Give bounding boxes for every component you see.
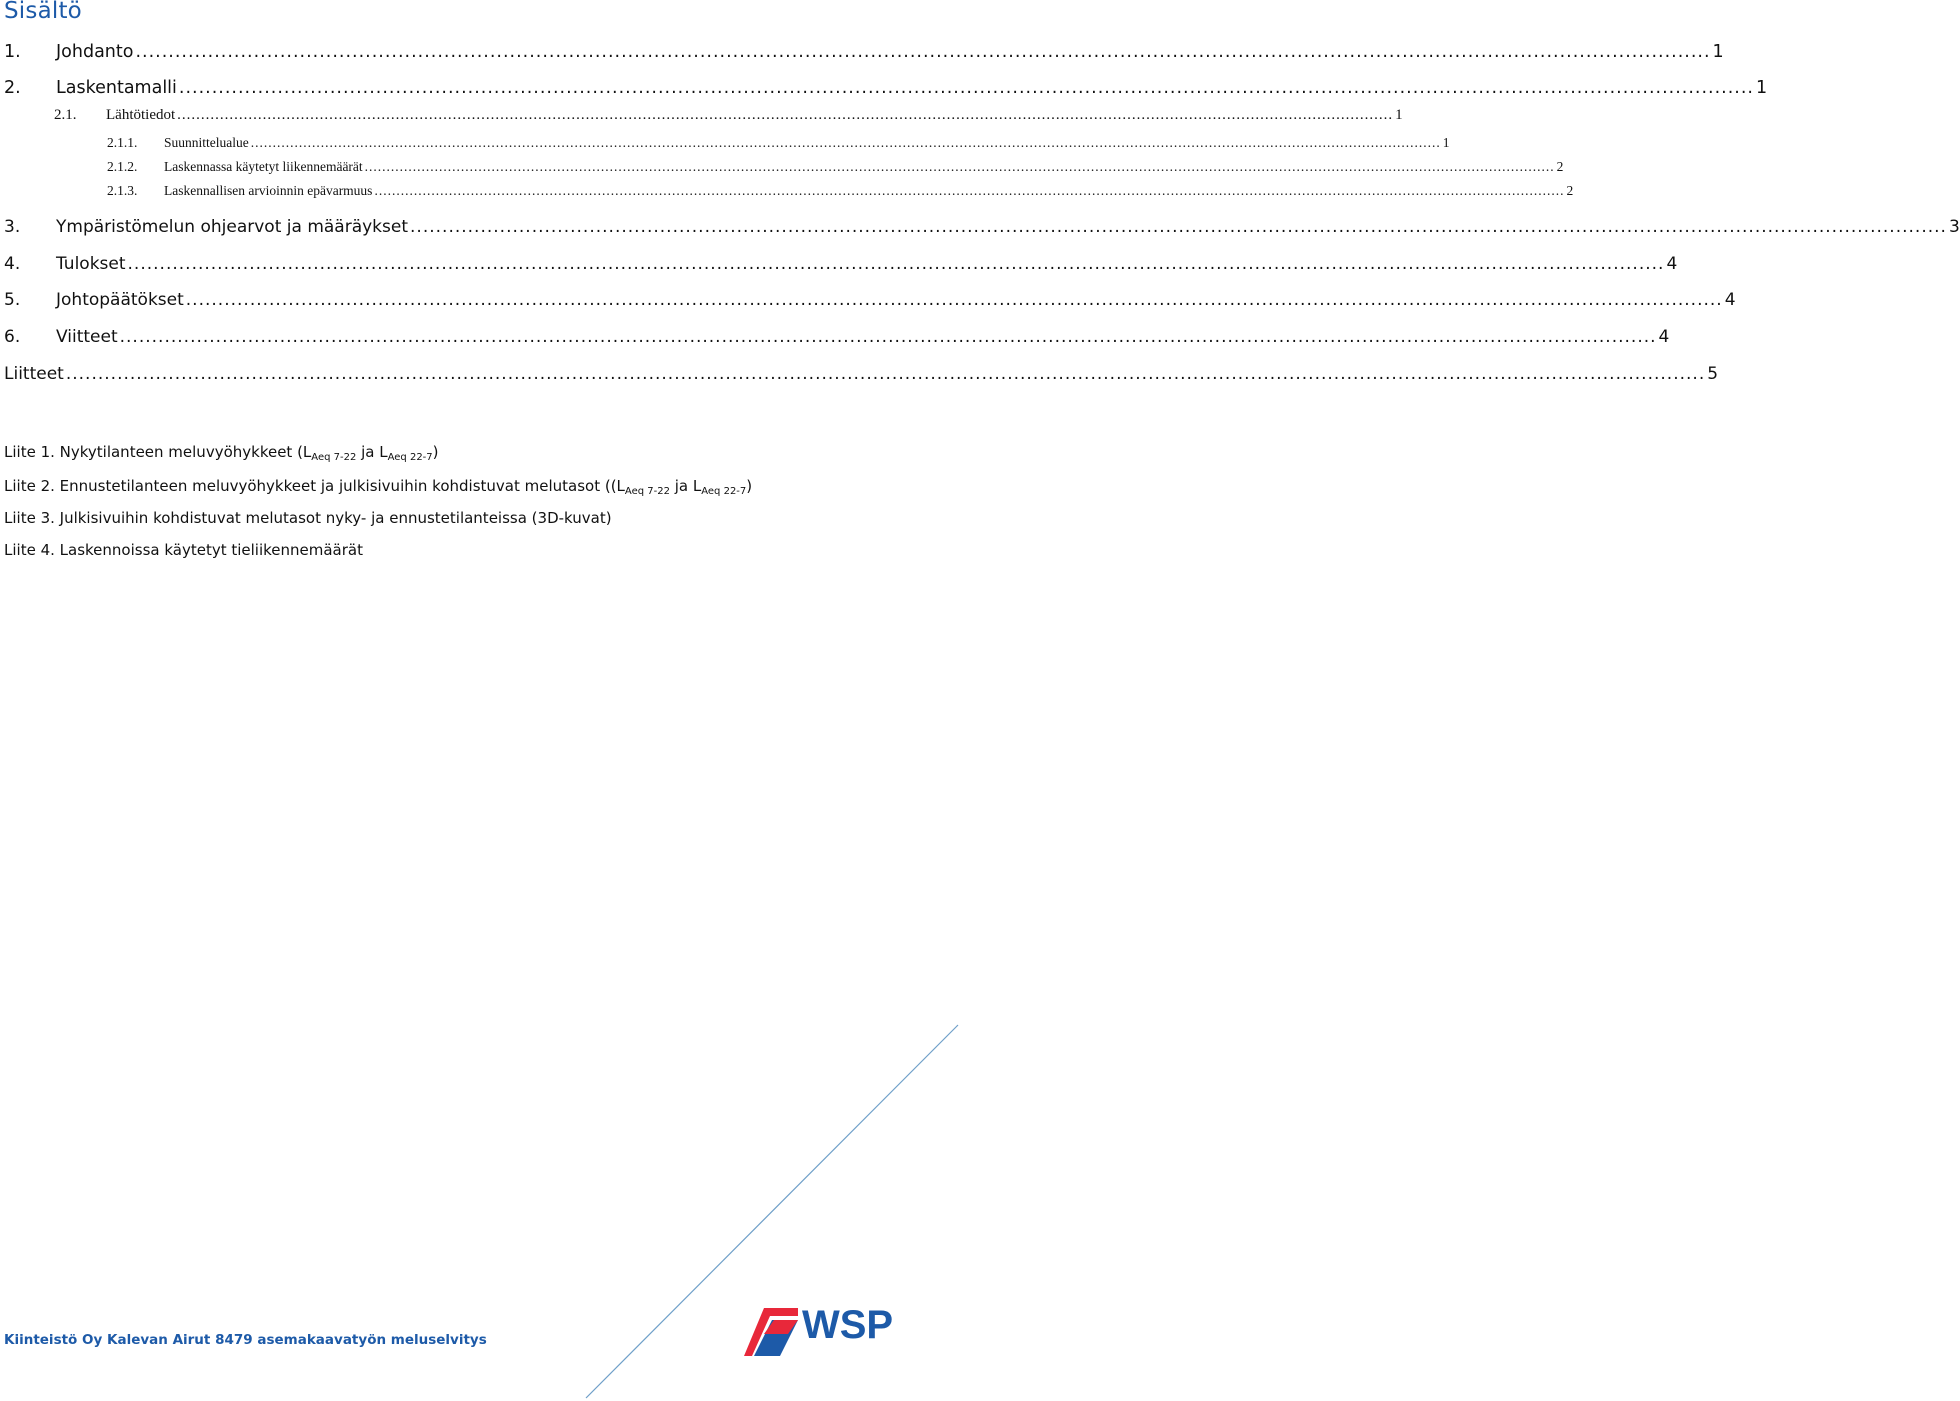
toc-leader: ................................................................................................................................................................................................................................................................................ [374, 183, 1565, 198]
toc-number: 4. [4, 254, 21, 274]
appendix-1-suffix: ) [432, 443, 439, 461]
subscript: Aeq 22-7 [387, 452, 433, 463]
appendix-1-mid: ja L [356, 443, 388, 461]
appendix-2-mid: ja L [669, 477, 702, 495]
toc-title: Tulokset [56, 254, 126, 274]
toc-number: 6. [4, 327, 21, 347]
toc-page-number: 5 [1707, 364, 1719, 384]
toc-leader: ................................................................................................................................................................................................................................................................................ [364, 159, 1555, 174]
toc-title: Laskennallisen arvioinnin epävarmuus [164, 183, 373, 198]
toc-leader: ................................................................................................................................................................................................................................................ [127, 254, 1665, 274]
toc-number: 1. [4, 42, 21, 62]
toc-leader: ................................................................................................................................................................................................................................................ [119, 327, 1657, 347]
appendix-4: Liite 4. Laskennoissa käytetyt tieliikennemäärät [4, 541, 363, 559]
toc-leader: ................................................................................................................................................................................................................................................ [185, 290, 1723, 310]
toc-leader: ................................................................................................................................................................................................................................................................ [65, 364, 1706, 384]
toc-page-number: 3 [1948, 217, 1960, 237]
toc-page-number: 1 [1395, 107, 1403, 123]
toc-title: Ympäristömelun ohjearvot ja määräykset [56, 217, 409, 237]
toc-number: 5. [4, 290, 21, 310]
toc-page-number: 1 [1712, 42, 1724, 62]
toc-page-number: 4 [1666, 254, 1678, 274]
toc-page-number: 4 [1658, 327, 1670, 347]
decorative-diagonal-line [0, 0, 960, 1401]
footer-project-title: Kiinteistö Oy Kalevan Airut 8479 asemakaavatyön meluselvitys [4, 1332, 487, 1348]
toc-number: 2.1.1. [107, 135, 138, 150]
toc-number: 2.1. [54, 107, 77, 123]
toc-leader: ................................................................................................................................................................................................................................................ [410, 217, 1947, 237]
subscript: Aeq 22-7 [701, 486, 747, 497]
toc-leader: ................................................................................................................................................................................................................................................ [135, 42, 1711, 62]
toc-page-number: 4 [1724, 290, 1736, 310]
toc-number: 2.1.2. [107, 159, 138, 174]
toc-leader: ................................................................................................................................................................................................................................................................................ [250, 135, 1441, 150]
appendix-3: Liite 3. Julkisivuihin kohdistuvat melutasot nyky- ja ennustetilanteissa (3D-kuvat) [4, 509, 612, 527]
toc-title: Viitteet [56, 327, 118, 347]
subscript: Aeq 7-22 [624, 486, 670, 497]
toc-leader: ................................................................................................................................................................................................................................................................ [177, 107, 1394, 123]
toc-number: 2.1.3. [107, 183, 138, 198]
toc-leader: ................................................................................................................................................................................................................................................ [178, 78, 1754, 98]
toc-title: Lähtötiedot [106, 107, 176, 123]
toc-title: Laskentamalli [56, 78, 177, 98]
subscript: Aeq 7-22 [311, 452, 357, 463]
page-title: Sisältö [4, 0, 82, 24]
appendix-2-text: Liite 2. Ennustetilanteen meluvyöhykkeet ja julkisivuihin kohdistuvat melutasot ((L [4, 477, 625, 495]
toc-title: Johtopäätökset [56, 290, 184, 310]
appendix-2-suffix: ) [746, 477, 753, 495]
toc-title: Suunnittelualue [164, 135, 249, 150]
toc-number: 3. [4, 217, 21, 237]
toc-title: Johdanto [56, 42, 134, 62]
toc-page-number: 2 [1566, 183, 1574, 198]
toc-page-number: 2 [1556, 159, 1564, 174]
toc-title: Liitteet [4, 364, 64, 384]
toc-number: 2. [4, 78, 21, 98]
toc-page-number: 1 [1442, 135, 1450, 150]
wsp-logo [740, 1298, 912, 1358]
toc-title: Laskennassa käytetyt liikennemäärät [164, 159, 363, 174]
appendix-1-text: Liite 1. Nykytilanteen meluvyöhykkeet (L [4, 443, 312, 461]
logo-text: WSP [802, 1303, 894, 1347]
toc-page-number: 1 [1755, 78, 1768, 98]
